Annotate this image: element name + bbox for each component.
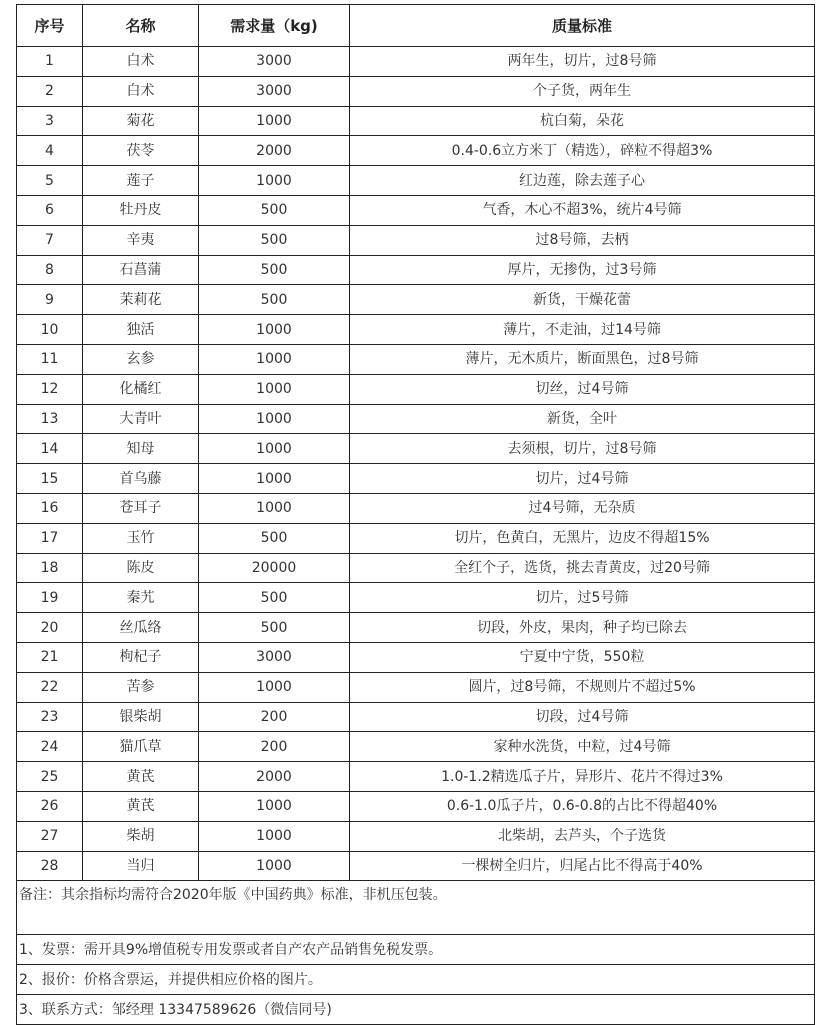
cell-name: 苦参 xyxy=(83,672,199,702)
procurement-sheet xyxy=(16,4,814,1025)
cell-quality-standard: 圆片，过8号筛，不规则片不超过5% xyxy=(350,672,815,702)
cell-quality-standard: 1.0-1.2精选瓜子片，异形片、花片不得过3% xyxy=(350,762,815,792)
table-row xyxy=(17,404,815,434)
table-row xyxy=(17,255,815,285)
header-index: 序号 xyxy=(17,5,83,47)
cell-quality-standard: 切丝，过4号筛 xyxy=(350,374,815,404)
cell-quantity: 1000 xyxy=(199,851,350,881)
table-row xyxy=(17,315,815,345)
table-row xyxy=(17,851,815,881)
cell-name: 辛夷 xyxy=(83,225,199,255)
table-row xyxy=(17,136,815,166)
cell-quantity: 3000 xyxy=(199,642,350,672)
cell-quantity: 500 xyxy=(199,613,350,643)
cell-name: 白术 xyxy=(83,47,199,77)
cell-quantity: 500 xyxy=(199,523,350,553)
cell-name: 玉竹 xyxy=(83,523,199,553)
cell-quality-standard: 过8号筛，去柄 xyxy=(350,225,815,255)
cell-quantity: 1000 xyxy=(199,493,350,523)
cell-name: 丝瓜络 xyxy=(83,613,199,643)
cell-quality-standard: 红边莲，除去莲子心 xyxy=(350,166,815,196)
table-row xyxy=(17,344,815,374)
cell-index: 25 xyxy=(17,762,83,792)
cell-quantity: 200 xyxy=(199,702,350,732)
cell-quality-standard: 两年生，切片，过8号筛 xyxy=(350,47,815,77)
header-quantity: 需求量（kg) xyxy=(199,5,350,47)
cell-quality-standard: 切段，过4号筛 xyxy=(350,702,815,732)
table-row xyxy=(17,672,815,702)
cell-quality-standard: 切片，过4号筛 xyxy=(350,464,815,494)
remark-row xyxy=(17,881,815,935)
cell-index: 4 xyxy=(17,136,83,166)
cell-quality-standard: 北柴胡，去芦头，个子选货 xyxy=(350,821,815,851)
cell-quantity: 1000 xyxy=(199,791,350,821)
table-row xyxy=(17,225,815,255)
cell-name: 白术 xyxy=(83,76,199,106)
cell-name: 枸杞子 xyxy=(83,642,199,672)
cell-quantity: 500 xyxy=(199,195,350,225)
cell-name: 石菖蒲 xyxy=(83,255,199,285)
cell-name: 银柴胡 xyxy=(83,702,199,732)
cell-index: 14 xyxy=(17,434,83,464)
cell-index: 27 xyxy=(17,821,83,851)
table-row xyxy=(17,553,815,583)
cell-name: 茯苓 xyxy=(83,136,199,166)
cell-name: 独活 xyxy=(83,315,199,345)
table-row xyxy=(17,583,815,613)
cell-quantity: 1000 xyxy=(199,344,350,374)
table-row xyxy=(17,821,815,851)
quote-text: 2、报价：价格含票运，并提供相应价格的图片。 xyxy=(17,965,815,995)
cell-quality-standard: 薄片，无木质片，断面黑色，过8号筛 xyxy=(350,344,815,374)
cell-quality-standard: 新货，干燥花蕾 xyxy=(350,285,815,315)
table-row xyxy=(17,464,815,494)
cell-index: 11 xyxy=(17,344,83,374)
table-row xyxy=(17,493,815,523)
cell-quantity: 2000 xyxy=(199,136,350,166)
cell-quality-standard: 杭白菊，朵花 xyxy=(350,106,815,136)
cell-quantity: 2000 xyxy=(199,762,350,792)
cell-index: 3 xyxy=(17,106,83,136)
table-row xyxy=(17,195,815,225)
cell-name: 首乌藤 xyxy=(83,464,199,494)
cell-name: 茉莉花 xyxy=(83,285,199,315)
cell-name: 玄参 xyxy=(83,344,199,374)
cell-name: 莲子 xyxy=(83,166,199,196)
cell-name: 牡丹皮 xyxy=(83,195,199,225)
cell-index: 10 xyxy=(17,315,83,345)
cell-quantity: 20000 xyxy=(199,553,350,583)
cell-quality-standard: 全红个子，选货，挑去青黄皮，过20号筛 xyxy=(350,553,815,583)
quote-row xyxy=(17,965,815,995)
cell-index: 15 xyxy=(17,464,83,494)
table-header-row xyxy=(17,5,815,47)
header-quality-standard: 质量标准 xyxy=(350,5,815,47)
table-row xyxy=(17,523,815,553)
table-row xyxy=(17,791,815,821)
cell-name: 黄芪 xyxy=(83,762,199,792)
cell-index: 23 xyxy=(17,702,83,732)
table-row xyxy=(17,374,815,404)
table-row xyxy=(17,762,815,792)
table-row xyxy=(17,434,815,464)
cell-quality-standard: 气香，木心不超3%，统片4号筛 xyxy=(350,195,815,225)
cell-quality-standard: 去须根，切片，过8号筛 xyxy=(350,434,815,464)
table-row xyxy=(17,76,815,106)
table-row xyxy=(17,702,815,732)
cell-index: 5 xyxy=(17,166,83,196)
invoice-text: 1、发票：需开具9%增值税专用发票或者自产农产品销售免税发票。 xyxy=(17,935,815,965)
cell-index: 21 xyxy=(17,642,83,672)
cell-name: 大青叶 xyxy=(83,404,199,434)
cell-index: 7 xyxy=(17,225,83,255)
table-row xyxy=(17,732,815,762)
cell-index: 1 xyxy=(17,47,83,77)
cell-quantity: 200 xyxy=(199,732,350,762)
cell-quality-standard: 0.6-1.0瓜子片，0.6-0.8的占比不得超40% xyxy=(350,791,815,821)
cell-index: 20 xyxy=(17,613,83,643)
cell-quality-standard: 家种水洗货，中粒，过4号筛 xyxy=(350,732,815,762)
table-body xyxy=(17,47,815,881)
cell-quantity: 500 xyxy=(199,225,350,255)
cell-quantity: 1000 xyxy=(199,374,350,404)
cell-quantity: 3000 xyxy=(199,76,350,106)
cell-quality-standard: 切片，色黄白，无黑片，边皮不得超15% xyxy=(350,523,815,553)
invoice-row xyxy=(17,935,815,965)
cell-name: 黄芪 xyxy=(83,791,199,821)
cell-quality-standard: 切片，过5号筛 xyxy=(350,583,815,613)
cell-index: 19 xyxy=(17,583,83,613)
table-row xyxy=(17,613,815,643)
cell-quantity: 500 xyxy=(199,583,350,613)
cell-index: 12 xyxy=(17,374,83,404)
cell-quantity: 1000 xyxy=(199,404,350,434)
header-name: 名称 xyxy=(83,5,199,47)
cell-quality-standard: 一棵树全归片，归尾占比不得高于40% xyxy=(350,851,815,881)
cell-name: 猫爪草 xyxy=(83,732,199,762)
cell-name: 当归 xyxy=(83,851,199,881)
cell-index: 18 xyxy=(17,553,83,583)
cell-quality-standard: 薄片，不走油，过14号筛 xyxy=(350,315,815,345)
cell-quality-standard: 宁夏中宁货，550粒 xyxy=(350,642,815,672)
cell-quality-standard: 0.4-0.6立方米丁（精选），碎粒不得超3% xyxy=(350,136,815,166)
table-row xyxy=(17,642,815,672)
table-row xyxy=(17,166,815,196)
remark-text: 备注：其余指标均需符合2020年版《中国药典》标准，非机压包装。 xyxy=(17,881,815,935)
herb-demand-table xyxy=(16,4,815,1025)
contact-text: 3、联系方式：邹经理 13347589626（微信同号) xyxy=(17,995,815,1025)
cell-index: 2 xyxy=(17,76,83,106)
cell-name: 菊花 xyxy=(83,106,199,136)
cell-index: 9 xyxy=(17,285,83,315)
table-row xyxy=(17,285,815,315)
cell-quantity: 1000 xyxy=(199,464,350,494)
cell-name: 化橘红 xyxy=(83,374,199,404)
cell-quantity: 1000 xyxy=(199,672,350,702)
cell-quality-standard: 过4号筛，无杂质 xyxy=(350,493,815,523)
cell-name: 苍耳子 xyxy=(83,493,199,523)
cell-index: 26 xyxy=(17,791,83,821)
cell-index: 13 xyxy=(17,404,83,434)
cell-index: 8 xyxy=(17,255,83,285)
cell-quantity: 1000 xyxy=(199,106,350,136)
cell-index: 6 xyxy=(17,195,83,225)
cell-quality-standard: 厚片，无掺伪，过3号筛 xyxy=(350,255,815,285)
cell-quantity: 1000 xyxy=(199,434,350,464)
cell-quantity: 500 xyxy=(199,255,350,285)
table-row xyxy=(17,47,815,77)
cell-quality-standard: 个子货，两年生 xyxy=(350,76,815,106)
cell-quantity: 1000 xyxy=(199,166,350,196)
cell-name: 知母 xyxy=(83,434,199,464)
cell-index: 17 xyxy=(17,523,83,553)
cell-name: 陈皮 xyxy=(83,553,199,583)
cell-index: 28 xyxy=(17,851,83,881)
cell-quantity: 500 xyxy=(199,285,350,315)
cell-name: 柴胡 xyxy=(83,821,199,851)
cell-quantity: 3000 xyxy=(199,47,350,77)
table-row xyxy=(17,106,815,136)
cell-quality-standard: 切段，外皮，果肉，种子均已除去 xyxy=(350,613,815,643)
cell-quantity: 1000 xyxy=(199,315,350,345)
cell-index: 22 xyxy=(17,672,83,702)
cell-quantity: 1000 xyxy=(199,821,350,851)
cell-quality-standard: 新货，全叶 xyxy=(350,404,815,434)
cell-name: 秦艽 xyxy=(83,583,199,613)
cell-index: 24 xyxy=(17,732,83,762)
cell-index: 16 xyxy=(17,493,83,523)
contact-row xyxy=(17,995,815,1025)
